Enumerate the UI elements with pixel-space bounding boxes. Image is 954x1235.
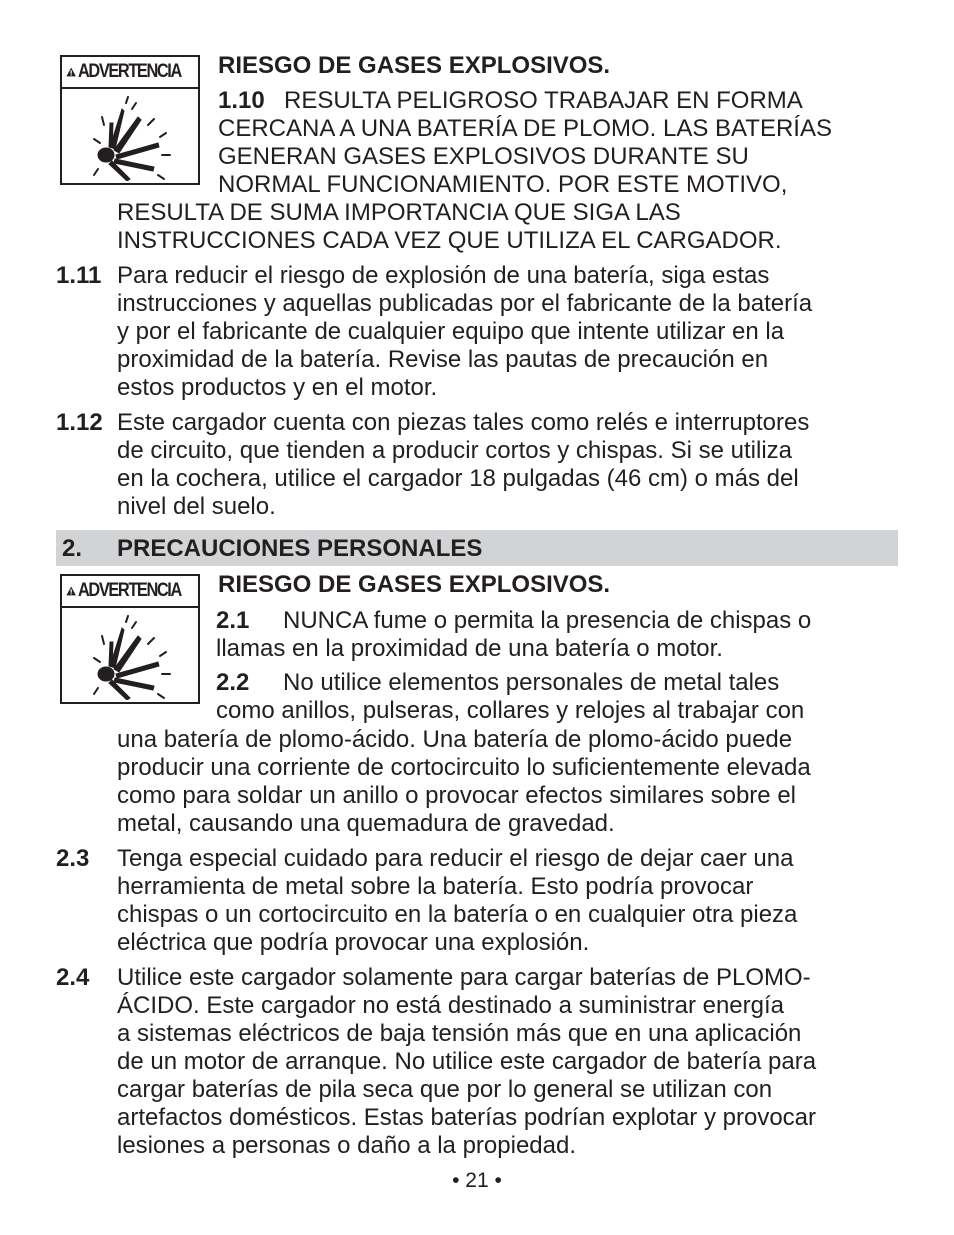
text-line: chispas o un cortocircuito en la batería o en cualquier otra pieza — [117, 901, 798, 928]
text-line: herramienta de metal sobre la batería. Esto podría provocar — [117, 873, 754, 900]
text-line: RESULTA PELIGROSO TRABAJAR EN FORMA — [284, 87, 803, 114]
hazard-heading: RIESGO DE GASES EXPLOSIVOS. — [218, 571, 611, 598]
text-line: Tenga especial cuidado para reducir el riesgo de dejar caer una — [117, 845, 794, 872]
warning-triangle-icon — [66, 61, 76, 83]
text-line: como anillos, pulseras, collares y relojes al trabajar con — [216, 697, 805, 724]
text-line: en la cochera, utilice el cargador 18 pulgadas (46 cm) o más del — [117, 465, 799, 492]
text-line: de circuito, que tienden a producir cortos y chispas. Si se utiliza — [117, 437, 793, 464]
item-number: 2.2 — [216, 669, 250, 696]
text-line: instrucciones y aquellas publicadas por el fabricante de la batería — [117, 290, 813, 317]
section-title: PRECAUCIONES PERSONALES — [117, 535, 483, 562]
text-line: metal, causando una quemadura de gravedad. — [117, 810, 615, 837]
text-line: INSTRUCCIONES CADA VEZ QUE UTILIZA EL CARGADOR. — [117, 227, 782, 254]
explosion-icon — [92, 614, 172, 700]
text-line: RESULTA DE SUMA IMPORTANCIA QUE SIGA LAS — [117, 199, 681, 226]
text-line: NUNCA fume o permita la presencia de chispas o — [283, 607, 812, 634]
text-line: GENERAN GASES EXPLOSIVOS DURANTE SU — [218, 143, 749, 170]
text-line: Este cargador cuenta con piezas tales como relés e interruptores — [117, 409, 810, 436]
item-number: 2.1 — [216, 607, 250, 634]
text-line: cargar baterías de pila seca que por lo general se utilizan con — [117, 1076, 773, 1103]
text-line: eléctrica que podría provocar una explosión. — [117, 929, 590, 956]
explosion-icon — [92, 95, 172, 181]
item-number: 1.12 — [56, 409, 103, 436]
warning-header — [62, 57, 198, 89]
text-line: a sistemas eléctricos de baja tensión más que en una aplicación — [117, 1020, 802, 1047]
text-line: producir una corriente de cortocircuito lo suficientemente elevada — [117, 754, 811, 781]
item-number: 2.4 — [56, 964, 90, 991]
text-line: una batería de plomo-ácido. Una batería de plomo-ácido puede — [117, 726, 793, 753]
section-number: 2. — [62, 535, 83, 562]
warning-label — [60, 574, 200, 704]
warning-triangle-icon — [66, 580, 76, 602]
item-number: 1.11 — [56, 262, 102, 289]
text-line: No utilice elementos personales de metal tales — [283, 669, 780, 696]
text-line: Utilice este cargador solamente para cargar baterías de PLOMO- — [117, 964, 811, 991]
text-line: de un motor de arranque. No utilice este cargador de batería para — [117, 1048, 817, 1075]
text-line: artefactos domésticos. Estas baterías podrían explotar y provocar — [117, 1104, 817, 1131]
text-line: NORMAL FUNCIONAMIENTO. POR ESTE MOTIVO, — [218, 171, 788, 198]
page-number: • 21 • — [452, 1169, 502, 1192]
item-number: 1.10 — [218, 87, 265, 114]
item-number: 2.3 — [56, 845, 90, 872]
section-header — [56, 530, 898, 566]
text-line: ÁCIDO. Este cargador no está destinado a suministrar energía — [117, 992, 785, 1019]
text-line: y por el fabricante de cualquier equipo que intente utilizar en la — [117, 318, 785, 345]
text-line: Para reducir el riesgo de explosión de una batería, siga estas — [117, 262, 770, 289]
text-line: llamas en la proximidad de una batería o motor. — [216, 635, 723, 662]
warning-label — [60, 55, 200, 185]
warning-text: ADVERTENCIA — [78, 580, 182, 601]
warning-text: ADVERTENCIA — [78, 61, 182, 82]
text-line: lesiones a personas o daño a la propiedad. — [117, 1132, 576, 1159]
warning-header — [62, 576, 198, 608]
text-line: como para soldar un anillo o provocar efectos similares sobre el — [117, 782, 796, 809]
text-line: estos productos y en el motor. — [117, 374, 438, 401]
hazard-heading: RIESGO DE GASES EXPLOSIVOS. — [218, 52, 611, 79]
text-line: nivel del suelo. — [117, 493, 276, 520]
text-line: proximidad de la batería. Revise las pautas de precaución en — [117, 346, 769, 373]
text-line: CERCANA A UNA BATERÍA DE PLOMO. LAS BATERÍAS — [218, 115, 832, 142]
